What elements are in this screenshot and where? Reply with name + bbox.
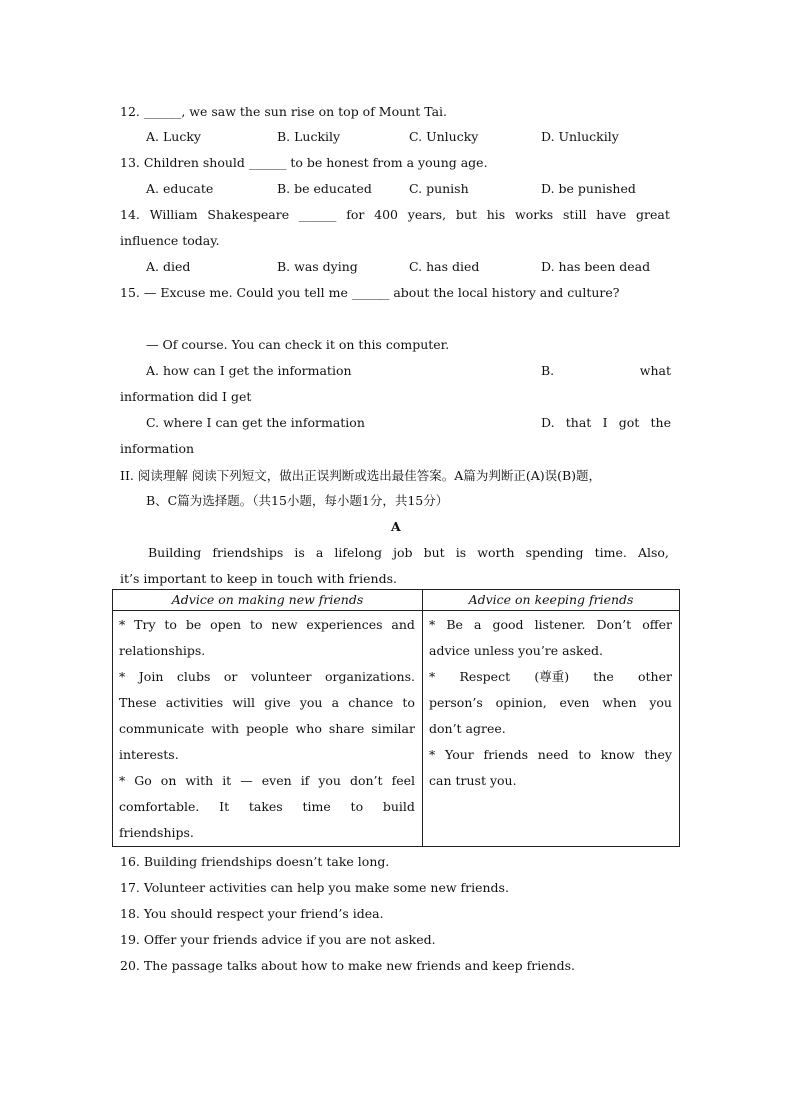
table-cell-keeping-friends	[423, 611, 680, 847]
table-header-keeping-friends: Advice on keeping friends	[423, 590, 680, 611]
making-line-4: These activities will give you a chance to	[119, 695, 415, 710]
making-line-6: interests.	[119, 747, 179, 762]
q15-option-b-tail: information did I get	[120, 389, 252, 404]
keeping-line-6: * Your friends need to know they	[429, 747, 672, 762]
making-line-3: * Join clubs or volunteer organizations.	[119, 669, 415, 684]
table-header-making-friends: Advice on making new friends	[113, 590, 423, 611]
making-line-8: comfortable. It takes time to build	[119, 799, 415, 814]
q14-option-d: D. has been dead	[541, 259, 651, 274]
statement-19: 19. Offer your friends advice if you are not asked.	[120, 932, 436, 947]
keeping-line-3: * Respect (尊重) the other	[429, 669, 672, 684]
q12-option-b: B. Luckily	[277, 129, 341, 144]
keeping-line-5: don’t agree.	[429, 721, 506, 736]
q15-option-a: A. how can I get the information	[146, 363, 352, 378]
making-line-5: communicate with people who share similar	[119, 721, 415, 736]
making-line-2: relationships.	[119, 643, 206, 658]
statement-20: 20. The passage talks about how to make new friends and keep friends.	[120, 958, 576, 973]
question-14-stem-line2: influence today.	[120, 233, 220, 248]
making-line-1: * Try to be open to new experiences and	[119, 617, 415, 632]
statement-16: 16. Building friendships doesn’t take long.	[120, 854, 390, 869]
q15-reply: — Of course. You can check it on this computer.	[146, 337, 450, 352]
passage-intro-line1: Building friendships is a lifelong job but is worth spending time. Also,	[148, 545, 669, 560]
question-14-stem-line1: 14. William Shakespeare ______ for 400 years, but his works still have great	[120, 207, 670, 222]
advice-table	[112, 589, 680, 847]
q14-option-c: C. has died	[409, 259, 480, 274]
passage-label: A	[391, 519, 401, 534]
q12-option-c: C. Unlucky	[409, 129, 479, 144]
q14-option-b: B. was dying	[277, 259, 358, 274]
q13-option-c: C. punish	[409, 181, 469, 196]
keeping-line-1: * Be a good listener. Don’t offer	[429, 617, 672, 632]
q12-option-d: D. Unluckily	[541, 129, 619, 144]
section-2-instructions-line1: II. 阅读理解 阅读下列短文，做出正误判断或选出最佳答案。A篇为判断正(A)误(B)题，	[120, 468, 602, 483]
making-line-9: friendships.	[119, 825, 194, 840]
q13-option-b: B. be educated	[277, 181, 372, 196]
keeping-line-7: can trust you.	[429, 773, 517, 788]
making-line-7: * Go on with it — even if you don’t feel	[119, 773, 415, 788]
question-13-stem: 13. Children should ______ to be honest from a young age.	[120, 155, 488, 170]
q13-option-d: D. be punished	[541, 181, 636, 196]
keeping-line-2: advice unless you’re asked.	[429, 643, 603, 658]
q15-option-d-head: D. that I got the	[541, 415, 671, 430]
q15-option-b-head: B. what	[541, 363, 671, 378]
q12-option-a: A. Lucky	[146, 129, 201, 144]
section-2-instructions-line2: B、C篇为选择题。（共15小题，每小题1分，共15分）	[146, 493, 449, 508]
keeping-line-4: person’s opinion, even when you	[429, 695, 672, 710]
statement-17: 17. Volunteer activities can help you make some new friends.	[120, 880, 509, 895]
q14-option-a: A. died	[146, 259, 191, 274]
statement-18: 18. You should respect your friend’s idea.	[120, 906, 384, 921]
q15-option-d-tail: information	[120, 441, 195, 456]
q15-option-c: C. where I can get the information	[146, 415, 365, 430]
question-15-stem: 15. — Excuse me. Could you tell me ______ about the local history and culture?	[120, 285, 620, 300]
q13-option-a: A. educate	[146, 181, 214, 196]
table-cell-making-friends	[113, 611, 423, 847]
question-12-stem: 12. ______, we saw the sun rise on top of Mount Tai.	[120, 104, 448, 119]
passage-intro-line2: it’s important to keep in touch with friends.	[120, 571, 397, 586]
